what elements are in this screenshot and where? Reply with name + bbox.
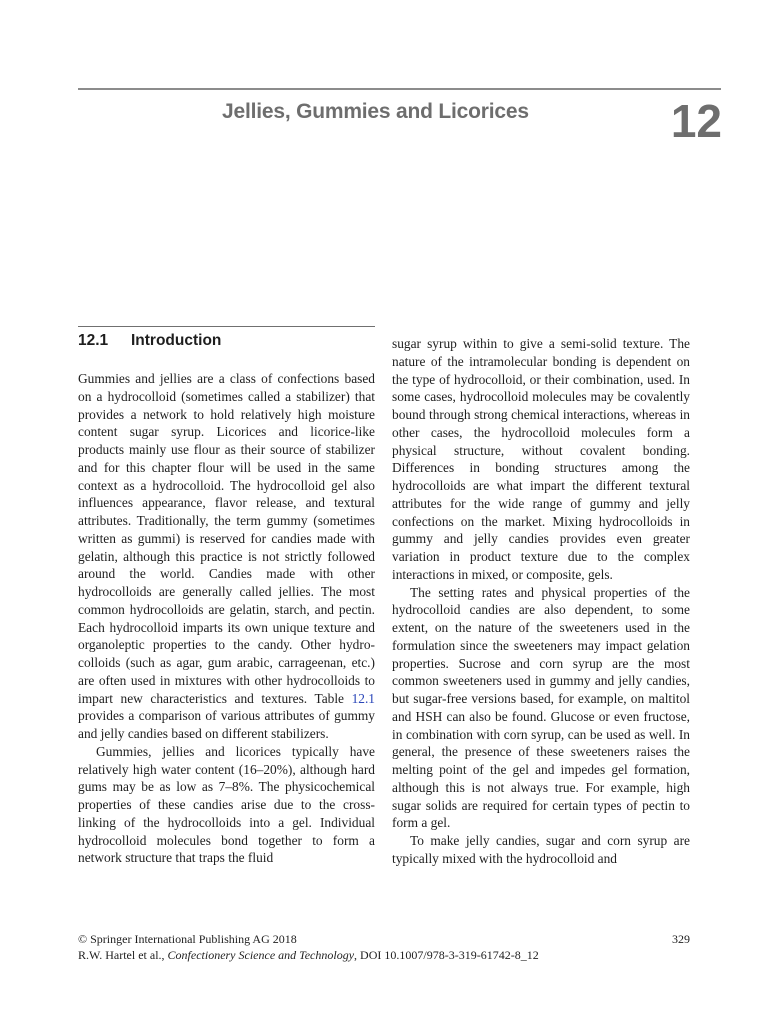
paragraph <box>78 370 375 743</box>
paragraph: Gummies, jellies and licorices typically have relatively high water content (16–20%), although hard gums may be as low as 7–8%. The physicochemical properties of these candies arise due to the cross-linking of the hydrocolloids into a gel. Individual hydrocolloid molecules bond together to form a network structure that traps the fluid <box>78 743 375 866</box>
section-heading <box>78 332 221 350</box>
chapter-number: 12 <box>670 95 722 147</box>
paragraph-text: Gummies and jellies are a class of confections based on a hydrocolloid (sometimes called a stabilizer) that provides a network to hold relatively high moisture content sugar syrup. Licorices and licorice-like products mainly use flour as their source of stabilizer and for this chapter flour will be used in the same context as a hydrocolloid. The hydrocolloid gel also influences appearance, flavor release, and textural attributes. Traditionally, the term gummy (sometimes written as gummi) is reserved for candies made with gelatin, although this practice is not strictly followed around the world. Candies made with other hydrocolloids are generally called jellies. The most common hydrocolloids are gelatin, starch, and pectin. Each hydrocolloid imparts its own unique texture and organoleptic properties to the candy. Other hydrocolloids (such as agar, gum arabic, carrageenan, etc.) are often used in mixtures with other hydrocolloids to impart new characteristics and textures. Table <box>78 371 375 706</box>
copyright-notice: © Springer International Publishing AG 2018 <box>78 932 297 946</box>
left-column <box>78 370 375 867</box>
paragraph-text: provides a comparison of various attributes of gummy and jelly candies based on different stabilizers. <box>78 708 375 741</box>
citation-book-title: Confectionery Science and Technology <box>167 948 355 962</box>
section-rule <box>78 326 375 327</box>
paragraph: To make jelly candies, sugar and corn syrup are typically mixed with the hydrocolloid and <box>392 833 690 866</box>
right-column <box>392 335 690 868</box>
chapter-top-rule <box>78 88 721 90</box>
citation-doi: , DOI 10.1007/978-3-319-61742-8_12 <box>354 948 539 962</box>
citation-authors: R.W. Hartel et al., <box>78 948 168 962</box>
page-number: 329 <box>672 932 690 946</box>
paragraph: sugar syrup within to give a semi-solid texture. The nature of the intramolecular bonding is dependent on the type of hydrocolloid, or their combination, used. In some cases, hydrocolloid molecules may be covalently bound through strong chemical interactions, whereas in other cases, the hydrocolloid molecules form a physical structure, without covalent bonding. Differences in bonding structures among the hydrocolloids are what impart the different textural attributes for the wide range of gummy and jelly confections on the market. Mixing hydrocolloids in gummy and jelly candies provides even greater variation in product texture due to the complex interactions in mixed, or composite, gels. <box>392 336 690 582</box>
page-footer <box>78 931 690 963</box>
section-number: 12.1 <box>78 332 109 349</box>
paragraph: The setting rates and physical properties of the hydrocolloid candies are also dependent, to some extent, on the nature of the sweeteners used in the formulation since the sweeteners may impact gelation properties. Sucrose and corn syrup are the most common sweeteners used in gummy and jelly candies, but sugar-free versions based, for example, on maltitol and HSH can also be found. Glucose or even fructose, in combination with corn syrup, can be used as well. In general, the presence of these sweeteners raises the melting point of the gel and impedes gel formation, although this is not always true. For example, high sugar solids are required for certain types of pectin to form a gel. <box>392 584 690 831</box>
section-title: Introduction <box>131 332 222 349</box>
table-reference-link[interactable]: 12.1 <box>351 690 375 706</box>
citation-line <box>78 947 690 963</box>
chapter-title: Jellies, Gummies and Licorices <box>222 100 529 123</box>
